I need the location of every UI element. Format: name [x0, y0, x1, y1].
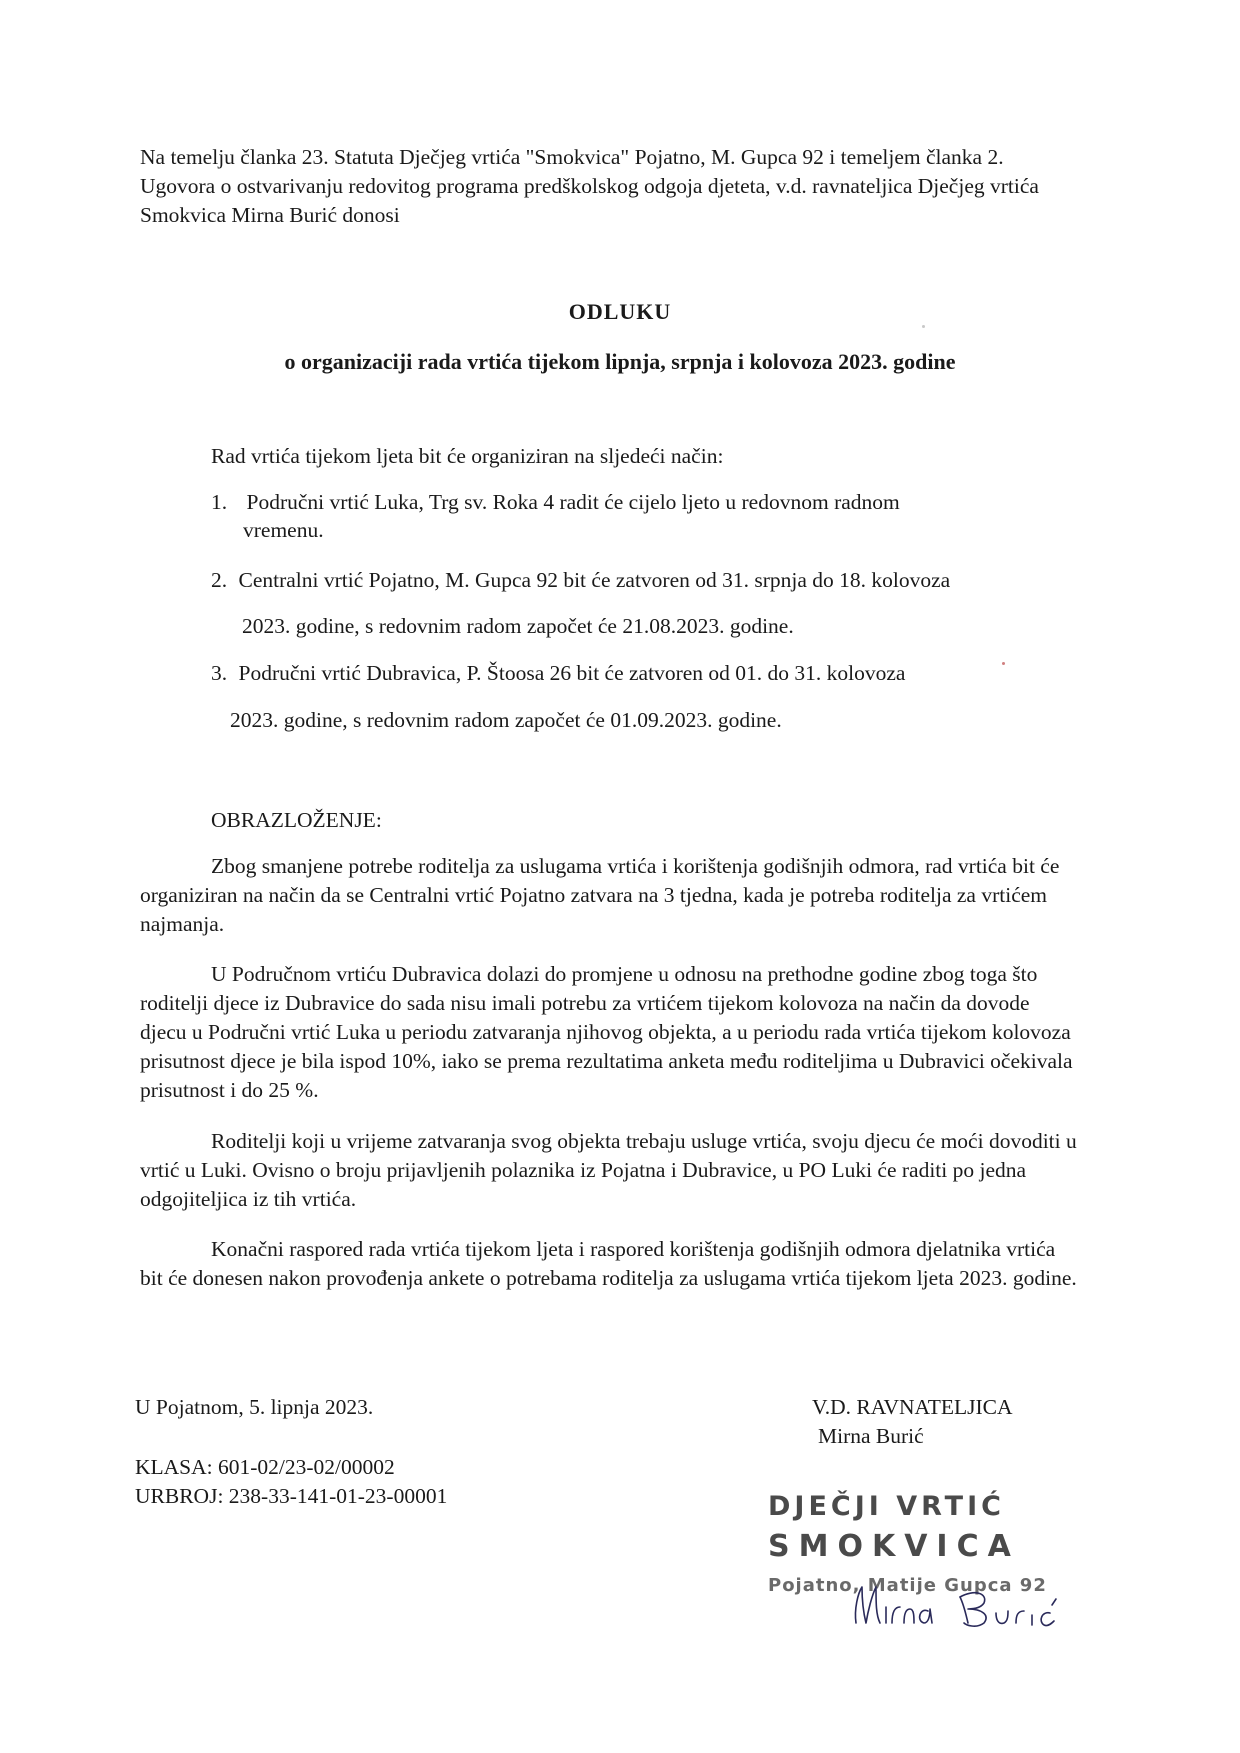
signatory-name: Mirna Burić — [818, 1424, 924, 1448]
intro-paragraph: Na temelju članka 23. Statuta Dječjeg vrtića "Smokvica" Pojatno, M. Gupca 92 i temeljem članka 2. Ugovora o ostvarivanju redovitog programa predškolskog odgoja djeteta, v.d. ravnateljica Dječjeg vrtića Smokvica Mirna Burić donosi — [140, 145, 1039, 227]
list-item — [211, 566, 1031, 595]
paper-speck — [1002, 662, 1005, 665]
document-title: ODLUKU — [568, 299, 672, 324]
explanation-paragraph: Zbog smanjene potrebe roditelja za uslugama vrtića i korištenja godišnjih odmora, rad vrtića bit će organiziran na način da se Centralni vrtić Pojatno zatvara na 3 tjedna, kada je potreba roditelja za vrtićem najmanja. — [140, 854, 1060, 936]
list-item-continuation: 2023. godine, s redovnim radom započet će 01.09.2023. godine. — [230, 708, 782, 732]
list-item-continuation: 2023. godine, s redovnim radom započet će 21.08.2023. godine. — [242, 614, 794, 638]
stamp-line-address: Pojatno, Matije Gupca 92 — [768, 1575, 1047, 1596]
list-item-text: Područni vrtić Dubravica, P. Štoosa 26 bit će zatvoren od 01. do 31. kolovoza — [238, 661, 906, 685]
list-item-continuation: vremenu. — [243, 518, 324, 542]
list-item — [211, 488, 1031, 517]
stamp-line-name: SMOKVICA — [768, 1529, 1020, 1564]
signatory-title: V.D. RAVNATELJICA — [812, 1395, 1013, 1419]
explanation-heading: OBRAZLOŽENJE: — [211, 808, 382, 832]
document-subtitle: o organizaciji rada vrtića tijekom lipnja, srpnja i kolovoza 2023. godine — [284, 349, 956, 374]
explanation-paragraph: U Područnom vrtiću Dubravica dolazi do promjene u odnosu na prethodne godine zbog toga što roditelji djece iz Dubravice do sada nisu imali potrebu za vrtićem tijekom kolovoza na način da dovode djecu u Područni vrtić Luka u periodu zatvaranja njihovog objekta, a u periodu rada vrtića tijekom kolovoza prisutnost djece je bila ispod 10%, iako se prema rezultatima anketa među roditeljima u Dubravici očekivala prisutnost i do 25 %. — [140, 962, 1073, 1102]
list-item-text: Područni vrtić Luka, Trg sv. Roka 4 radit će cijelo ljeto u redovnom radnom — [246, 490, 900, 514]
stamp-line-institution: DJEČJI VRTIĆ — [768, 1491, 1005, 1522]
list-item-number: 1. — [211, 490, 228, 514]
klasa: KLASA: 601-02/23-02/00002 — [135, 1455, 395, 1479]
handwritten-signature — [840, 1575, 1080, 1635]
list-item-number: 2. — [211, 568, 228, 592]
paper-speck — [922, 325, 925, 328]
explanation-paragraph: Roditelji koji u vrijeme zatvaranja svog objekta trebaju usluge vrtića, svoju djecu će moći dovoditi u vrtić u Luki. Ovisno o broju prijavljenih polaznika iz Pojatna i Dubravice, u PO Luki će raditi po jedna odgojiteljica iz tih vrtića. — [140, 1129, 1077, 1211]
list-item — [211, 659, 1031, 688]
lead-sentence: Rad vrtića tijekom ljeta bit će organiziran na sljedeći način: — [211, 444, 724, 468]
place-date: U Pojatnom, 5. lipnja 2023. — [135, 1395, 374, 1419]
explanation-paragraph: Konačni raspored rada vrtića tijekom ljeta i raspored korištenja godišnjih odmora djelatnika vrtića bit će donesen nakon provođenja ankete o potrebama roditelja za uslugama vrtića tijekom ljeta 2023. godine. — [140, 1237, 1077, 1290]
urbroj: URBROJ: 238-33-141-01-23-00001 — [135, 1484, 448, 1508]
list-item-number: 3. — [211, 661, 228, 685]
list-item-text: Centralni vrtić Pojatno, M. Gupca 92 bit će zatvoren od 31. srpnja do 18. kolovoza — [238, 568, 951, 592]
